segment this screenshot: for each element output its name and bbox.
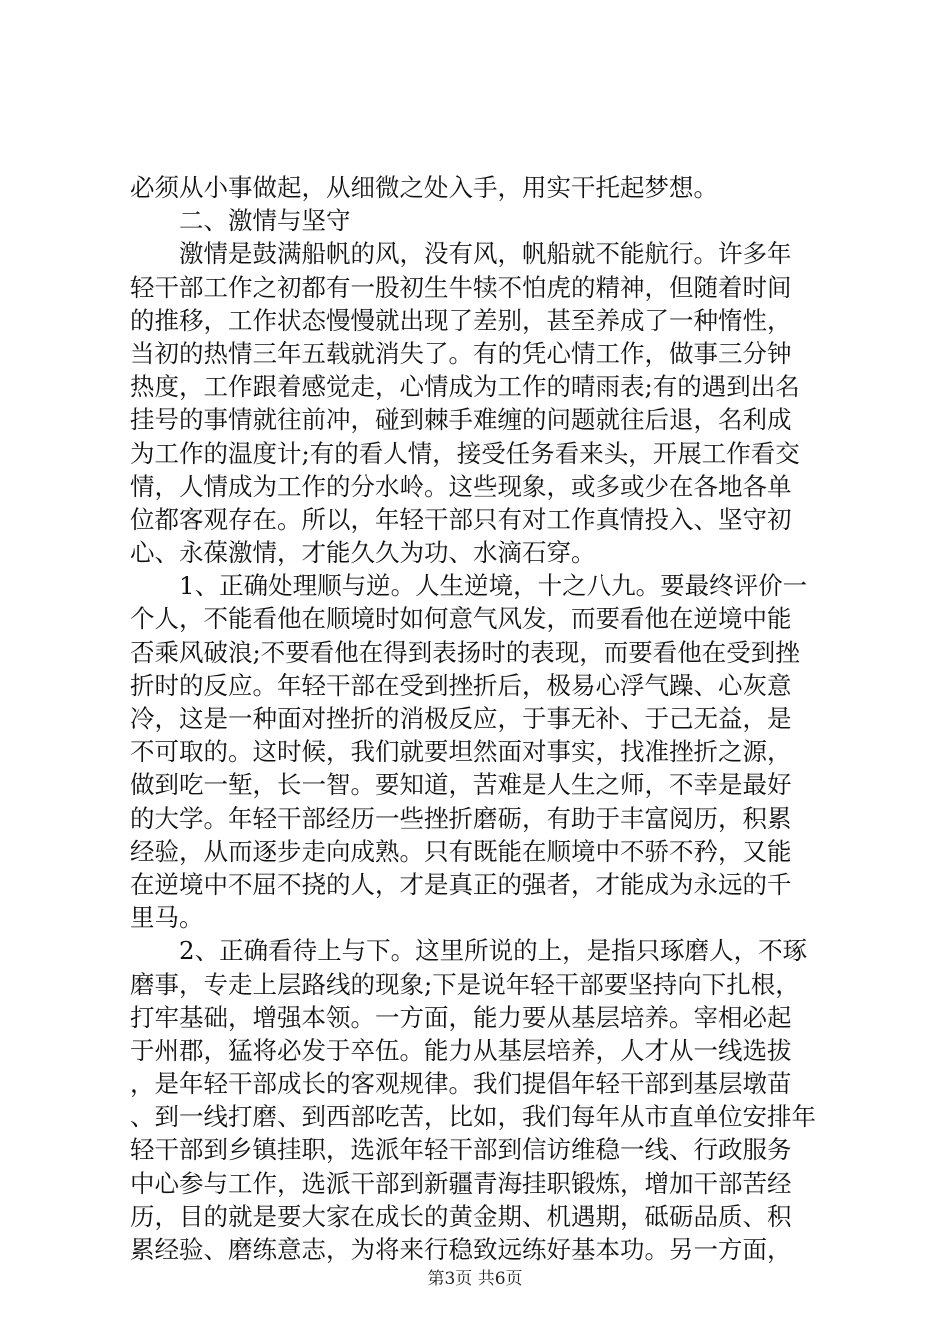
text-line: 1、正确处理顺与逆。人生逆境，十之八九。要最终评价一	[179, 571, 808, 601]
page-number: 第3页 共6页	[427, 1269, 523, 1289]
page-footer	[0, 1268, 950, 1290]
text-line: 在逆境中不屈不挠的人，才是真正的强者，才能成为永远的千	[130, 869, 792, 899]
text-line: 折时的反应。年轻干部在受到挫折后，极易心浮气躁、心灰意	[130, 670, 792, 700]
text-line: 否乘风破浪;不要看他在得到表扬时的表现，而要看他在受到挫	[130, 637, 800, 667]
text-line: 磨事，专走上层路线的现象;下是说年轻干部要坚持向下扎根，	[130, 969, 800, 999]
text-line: 心、永葆激情，才能久久为功、水滴石穿。	[130, 538, 596, 568]
text-line: 的大学。年轻干部经历一些挫折磨砺，有助于丰富阅历，积累	[130, 803, 792, 833]
text-line: 为工作的温度计;有的看人情，接受任务看来头，开展工作看交	[130, 438, 800, 468]
text-line: 轻干部到乡镇挂职，选派年轻干部到信访维稳一线、行政服务	[130, 1135, 792, 1165]
text-line: 位都客观存在。所以，年轻干部只有对工作真情投入、坚守初	[130, 504, 792, 534]
text-line: 2、正确看待上与下。这里所说的上，是指只琢磨人，不琢	[179, 936, 808, 966]
text-line: 二、激情与坚守	[179, 206, 351, 236]
document-body	[130, 171, 826, 1266]
text-line: 累经验、磨练意志，为将来行稳致远练好基本功。另一方面，	[130, 1235, 792, 1264]
text-line: 当初的热情三年五载就消失了。有的凭心情工作，做事三分钟	[130, 338, 792, 368]
text-line: 激情是鼓满船帆的风，没有风，帆船就不能航行。许多年	[179, 239, 792, 269]
text-line: 轻干部工作之初都有一股初生牛犊不怕虎的精神，但随着时间	[130, 272, 792, 302]
text-line: 中心参与工作，选派干部到新疆青海挂职锻炼，增加干部苦经	[130, 1168, 792, 1198]
text-line: 不可取的。这时候，我们就要坦然面对事实，找准挫折之源，	[130, 737, 792, 767]
text-line: 情，人情成为工作的分水岭。这些现象，或多或少在各地各单	[130, 471, 792, 501]
text-line: 打牢基础，增强本领。一方面，能力要从基层培养。宰相必起	[130, 1002, 792, 1032]
text-line: 热度，工作跟着感觉走，心情成为工作的晴雨表;有的遇到出名	[130, 372, 800, 402]
text-line: 挂号的事情就往前冲，碰到棘手难缠的问题就往后退，名利成	[130, 405, 792, 435]
text-line: 里马。	[130, 903, 204, 933]
text-line: 经验，从而逐步走向成熟。只有既能在顺境中不骄不矜，又能	[130, 836, 792, 866]
text-line: 的推移，工作状态慢慢就出现了差别，甚至养成了一种惰性，	[130, 305, 792, 335]
text-line: 于州郡，猛将必发于卒伍。能力从基层培养，人才从一线选拔	[130, 1035, 792, 1065]
text-line: ，是年轻干部成长的客观规律。我们提倡年轻干部到基层墩苗	[130, 1069, 792, 1099]
text-line: 冷，这是一种面对挫折的消极反应，于事无补、于己无益，是	[130, 704, 792, 733]
text-line: 个人，不能看他在顺境时如何意气风发，而要看他在逆境中能	[130, 604, 792, 634]
text-line: 、到一线打磨、到西部吃苦，比如，我们每年从市直单位安排年	[130, 1102, 816, 1132]
text-line: 做到吃一堑，长一智。要知道，苦难是人生之师，不幸是最好	[130, 770, 792, 800]
text-line: 历，目的就是要大家在成长的黄金期、机遇期，砥砺品质、积	[130, 1201, 792, 1231]
text-line: 必须从小事做起，从细微之处入手，用实干托起梦想。	[130, 173, 718, 202]
